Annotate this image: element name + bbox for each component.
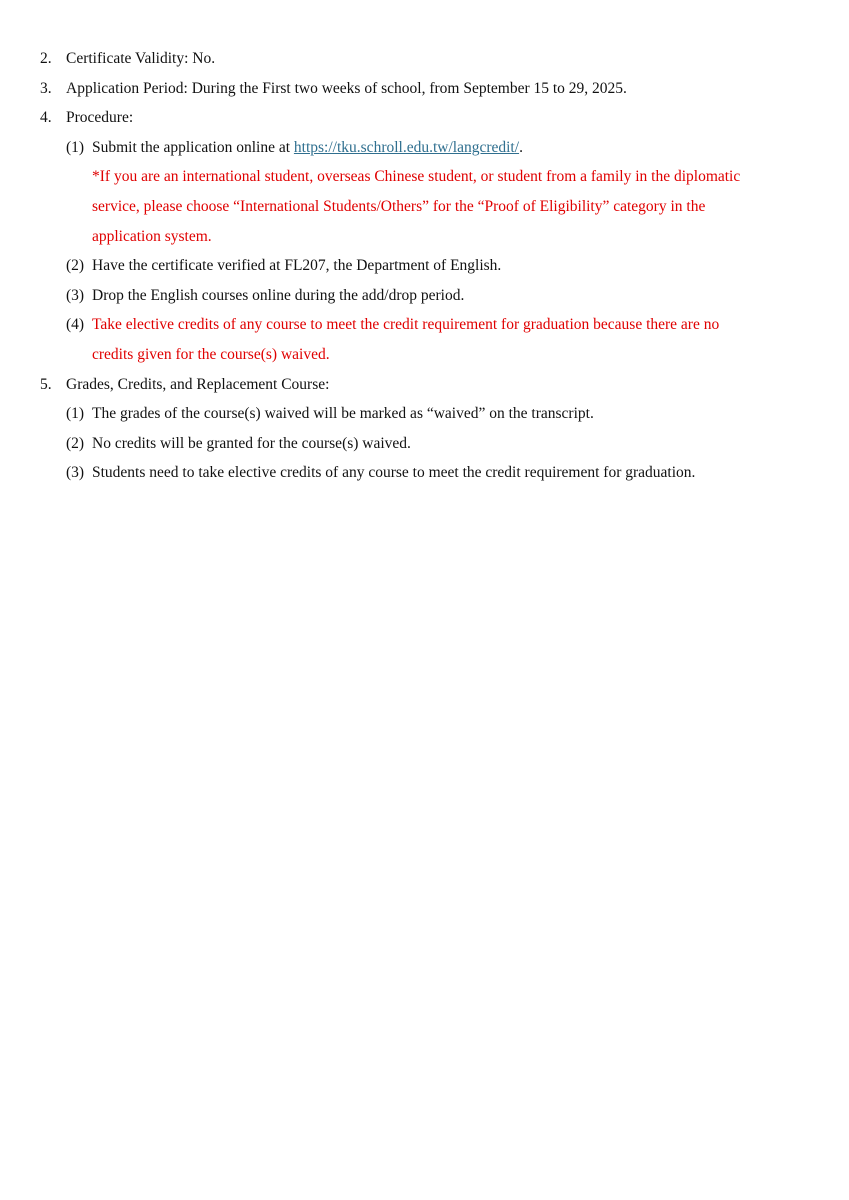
international-student-note-line-3: application system. bbox=[92, 227, 212, 245]
procedure-step-4 bbox=[40, 310, 820, 340]
procedure-step-4-continuation: credits given for the course(s) waived. bbox=[92, 345, 330, 363]
step-text-after: . bbox=[519, 138, 523, 156]
point-number: (1) bbox=[66, 405, 85, 423]
list-item-procedure bbox=[40, 103, 820, 133]
item-number: 5. bbox=[40, 375, 52, 393]
step-number: (3) bbox=[66, 286, 85, 304]
step-text: Drop the English courses online during the add/drop period. bbox=[92, 286, 465, 304]
grades-point-3 bbox=[40, 458, 820, 488]
international-student-note-line-2: service, please choose “International Students/Others” for the “Proof of Eligibility” category in the bbox=[92, 197, 706, 215]
step-text: Have the certificate verified at FL207, the Department of English. bbox=[92, 257, 502, 275]
step-text-before: Submit the application online at bbox=[92, 138, 294, 156]
point-text: Students need to take elective credits of any course to meet the credit requirement for graduation. bbox=[92, 464, 696, 482]
document-content bbox=[40, 44, 820, 488]
item-text: Application Period: During the First two weeks of school, from September 15 to 29, 2025. bbox=[66, 79, 627, 97]
grades-point-1 bbox=[40, 399, 820, 429]
list-item-grades-credits bbox=[40, 370, 820, 400]
procedure-step-1 bbox=[40, 133, 820, 163]
item-number: 3. bbox=[40, 79, 52, 97]
item-number: 4. bbox=[40, 109, 52, 127]
step-text: Take elective credits of any course to meet the credit requirement for graduation because there are no bbox=[92, 316, 720, 334]
list-item-certificate-validity bbox=[40, 44, 820, 74]
step-number: (4) bbox=[66, 316, 85, 334]
item-number: 2. bbox=[40, 50, 52, 67]
point-text: The grades of the course(s) waived will be marked as “waived” on the transcript. bbox=[92, 405, 594, 423]
point-number: (3) bbox=[66, 464, 85, 482]
procedure-step-2 bbox=[40, 251, 820, 281]
list-item-application-period bbox=[40, 74, 820, 104]
item-text: Grades, Credits, and Replacement Course: bbox=[66, 375, 330, 393]
step-number: (1) bbox=[66, 138, 85, 156]
grades-point-2 bbox=[40, 429, 820, 459]
international-student-note-line-1: *If you are an international student, overseas Chinese student, or student from a family in the diplomatic bbox=[92, 168, 741, 186]
step-number: (2) bbox=[66, 257, 85, 275]
application-link[interactable]: https://tku.schroll.edu.tw/langcredit/ bbox=[293, 138, 520, 156]
procedure-step-3 bbox=[40, 281, 820, 311]
item-text: Certificate Validity: No. bbox=[66, 50, 216, 67]
point-text: No credits will be granted for the course(s) waived. bbox=[92, 434, 411, 452]
step-text bbox=[92, 133, 523, 163]
point-number: (2) bbox=[66, 434, 85, 452]
item-text: Procedure: bbox=[66, 109, 134, 127]
